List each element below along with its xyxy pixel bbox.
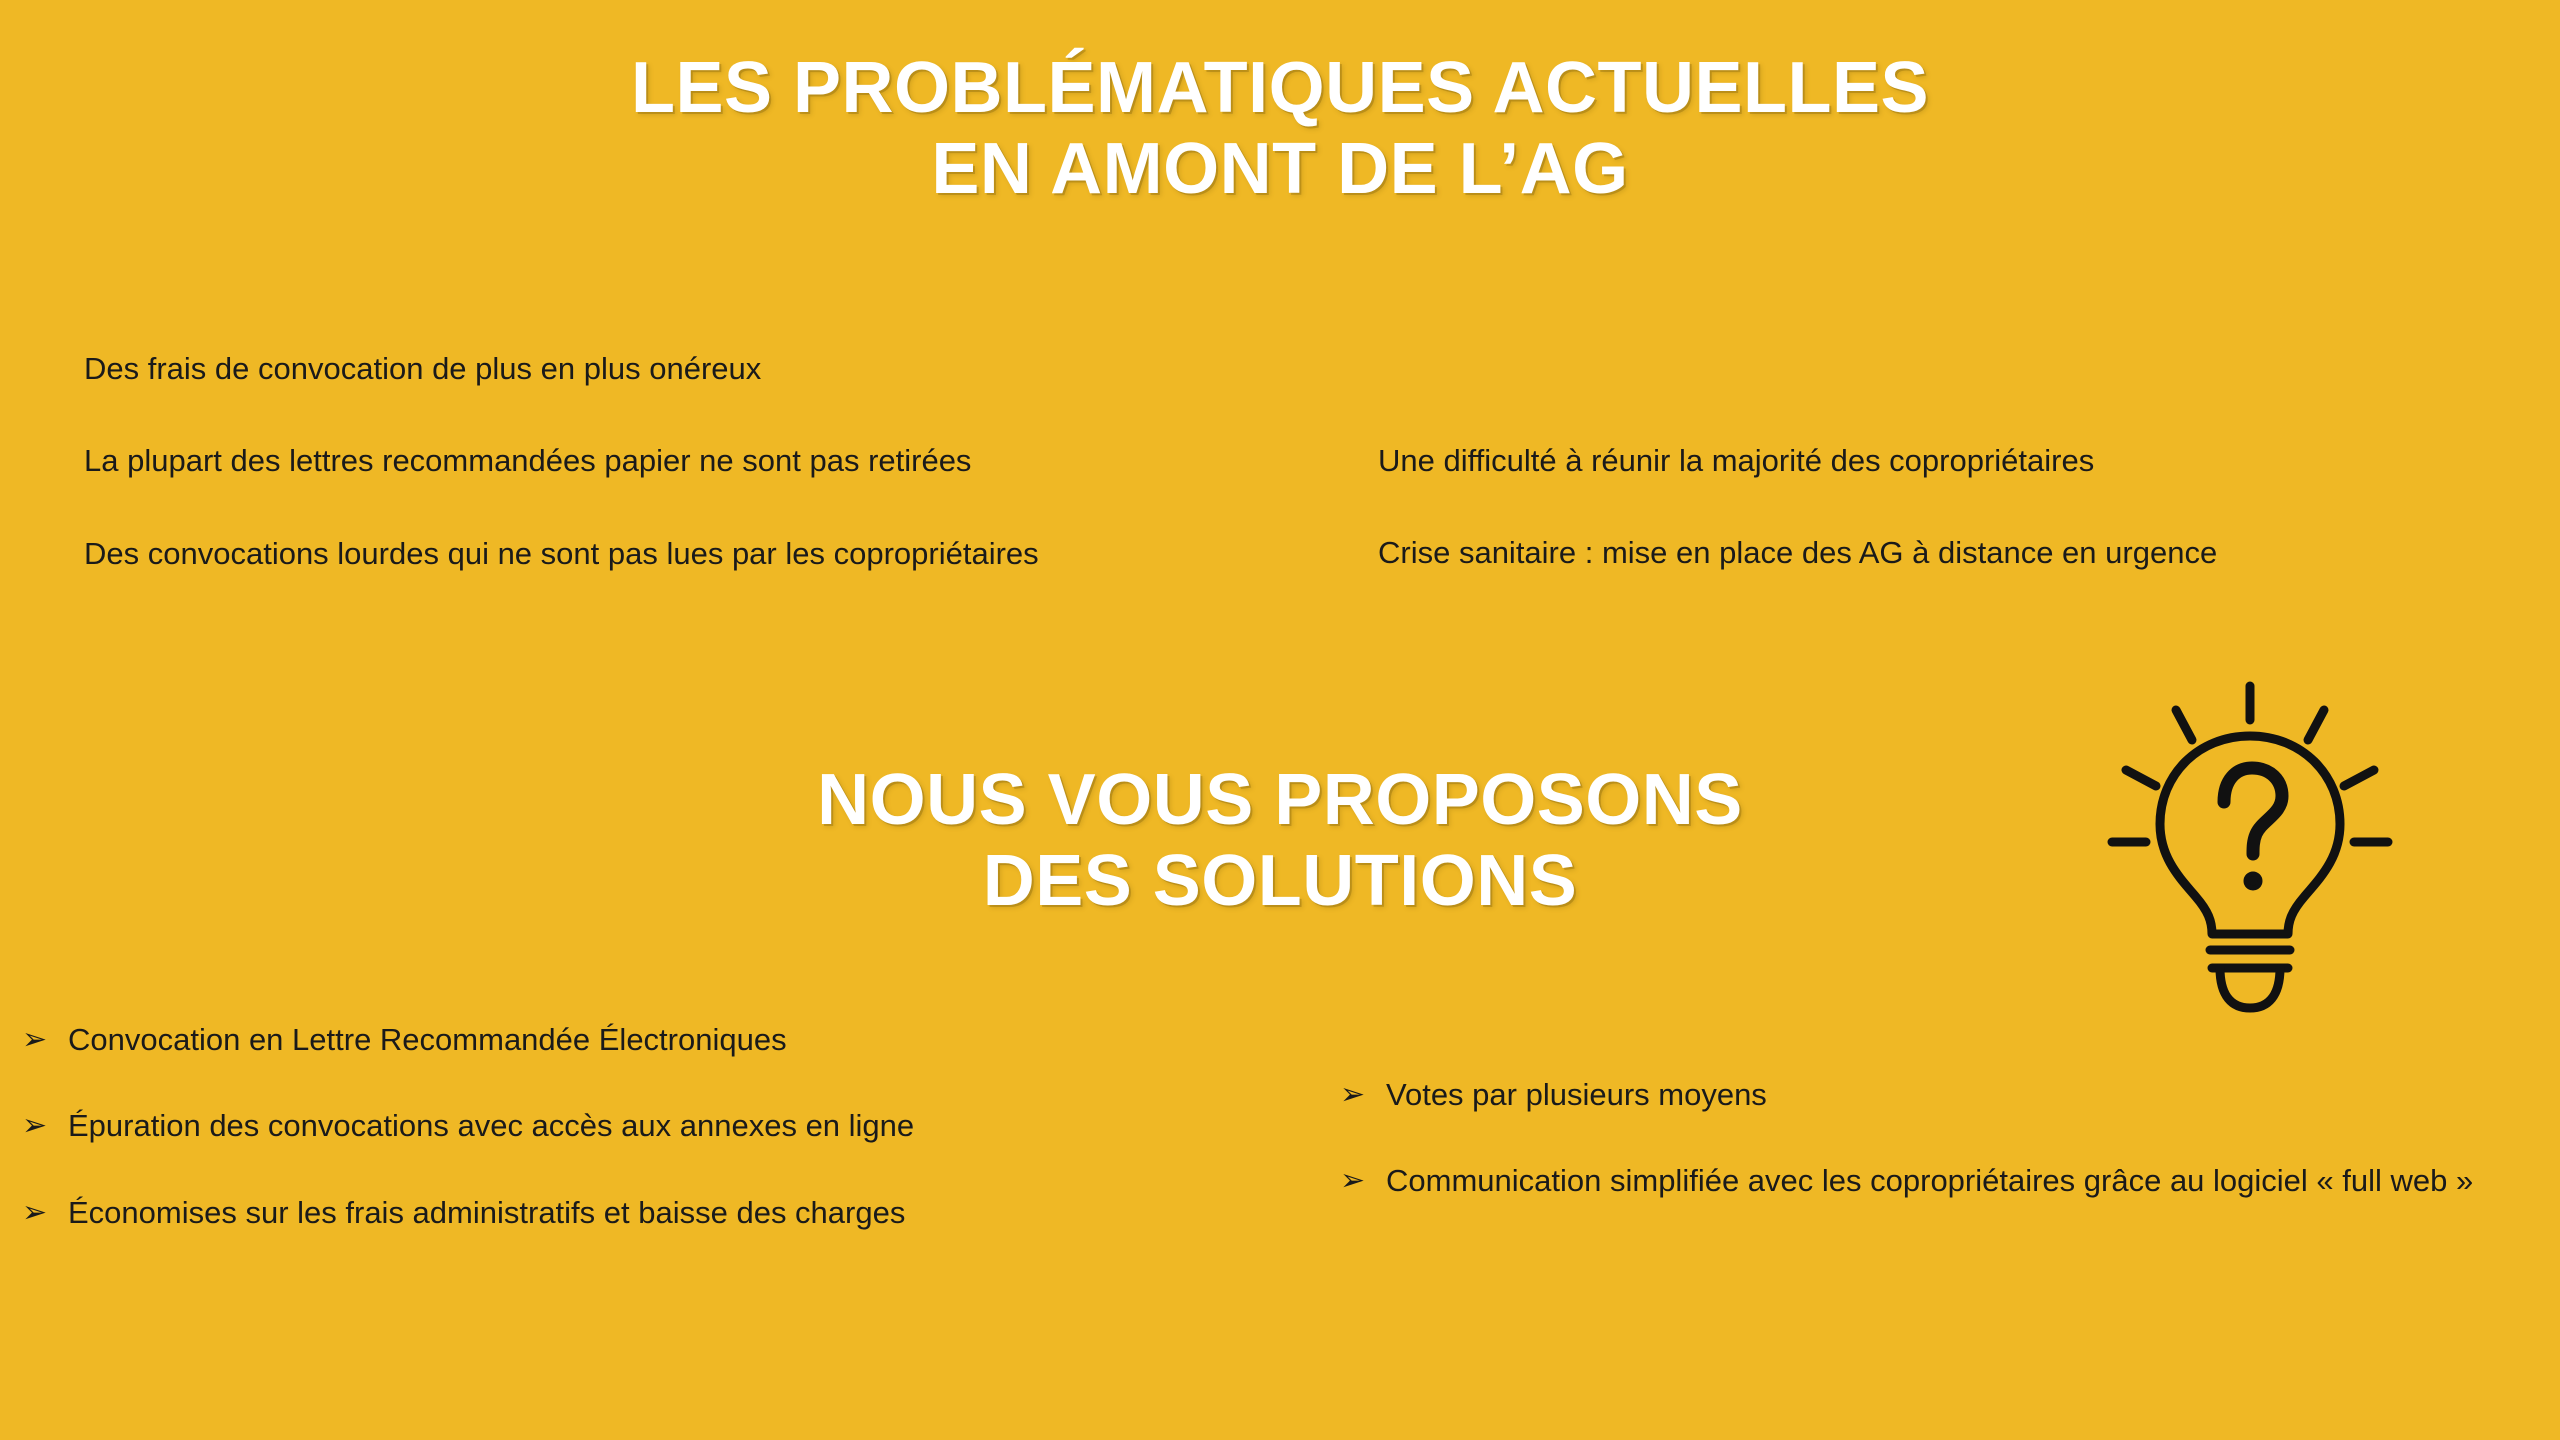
list-item [22, 1106, 1292, 1146]
problem-item: Crise sanitaire : mise en place des AG à distance en urgence [1378, 535, 2218, 571]
arrow-bullet-icon: ➢ [22, 1022, 48, 1057]
arrow-bullet-icon: ➢ [22, 1194, 48, 1230]
problem-item: Une difficulté à réunir la majorité des copropriétaires [1378, 443, 2095, 478]
list-item [1340, 1161, 2530, 1201]
list-item-label: Économises sur les frais administratifs et baisse des charges [68, 1194, 906, 1230]
problems-left-column [84, 318, 1314, 626]
list-item [1340, 1075, 2530, 1115]
list-item-label: Communication simplifiée avec les copropriétaires grâce au logiciel « full web » [1386, 1163, 2474, 1199]
arrow-bullet-icon: ➢ [1340, 1163, 1366, 1199]
page-title [0, 48, 2560, 209]
arrow-bullet-icon: ➢ [1340, 1077, 1366, 1112]
list-item [22, 1020, 1292, 1060]
list-item-label: Épuration des convocations avec accès aux annexes en ligne [68, 1108, 915, 1144]
problem-item: Des frais de convocation de plus en plus onéreux [84, 351, 762, 386]
list-item-label: Convocation en Lettre Recommandée Électroniques [68, 1022, 787, 1057]
solutions-left-list [22, 1020, 1292, 1279]
solutions-title-line-2: DES SOLUTIONS [982, 840, 1578, 921]
lightbulb-question-icon [2090, 678, 2410, 1018]
problem-item: La plupart des lettres recommandées papier ne sont pas retirées [84, 443, 972, 479]
list-item [22, 1193, 1292, 1233]
page-title-line-1: LES PROBLÉMATIQUES ACTUELLES [630, 48, 1930, 128]
problem-item: Des convocations lourdes qui ne sont pas lues par les copropriétaires [84, 535, 1039, 571]
list-item-label: Votes par plusieurs moyens [1386, 1077, 1767, 1112]
page-title-line-2: EN AMONT DE L’AG [931, 128, 1629, 209]
solutions-title-line-1: NOUS VOUS PROPOSONS [817, 760, 1743, 840]
solutions-right-list [1340, 1075, 2530, 1248]
arrow-bullet-icon: ➢ [22, 1108, 48, 1144]
problems-right-column [1378, 410, 2518, 626]
